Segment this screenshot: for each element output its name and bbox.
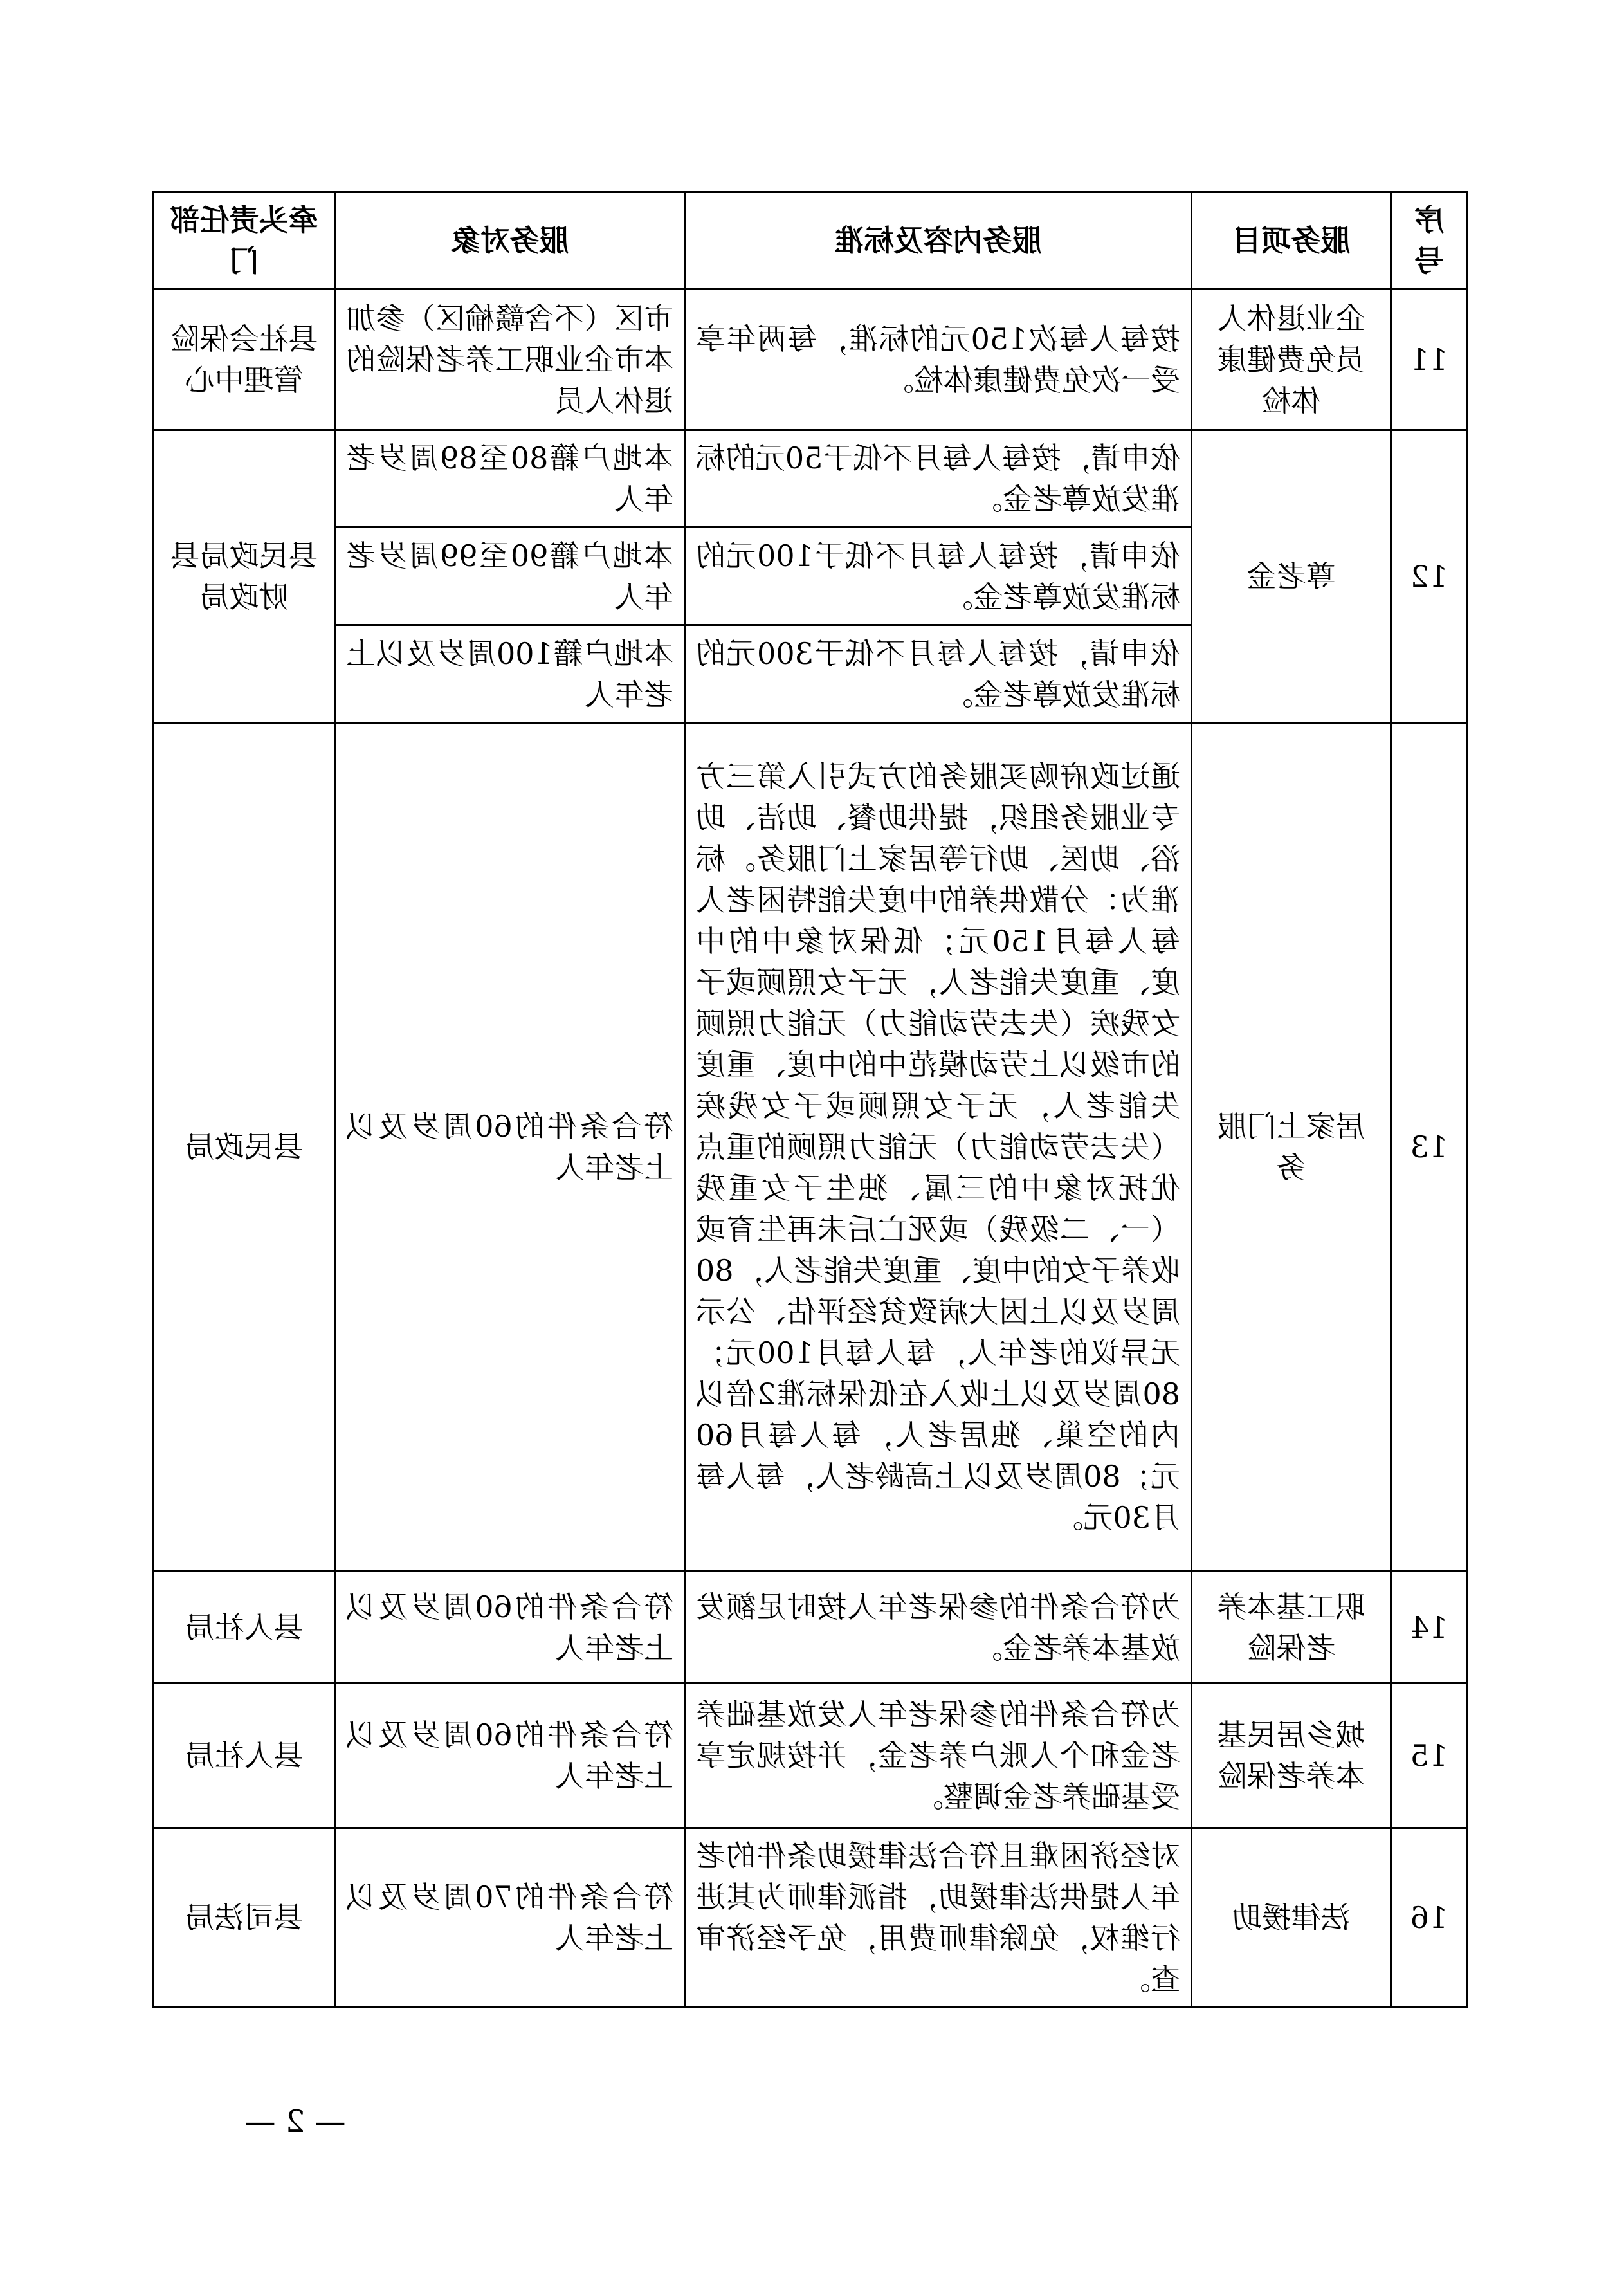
row-dept: 县社会保险管理中心 xyxy=(154,289,335,430)
row-item: 城乡居民基本养老保险 xyxy=(1192,1683,1391,1828)
row-dept: 县司法局 xyxy=(154,1828,335,2008)
row-target: 符合条件的60周岁及以上老年人 xyxy=(335,723,685,1572)
row-target: 符合条件的60周岁及以上老年人 xyxy=(335,1572,685,1683)
row-content: 依申请，按每人每月不低于300元的标准发放尊老金。 xyxy=(685,625,1192,723)
row-content: 为符合条件的参保老年人发放基础养老金和个人账户养老金，并按规定享受基础养老金调整。 xyxy=(685,1683,1192,1828)
table-row xyxy=(154,430,1468,527)
row-item: 居家上门服务 xyxy=(1192,723,1391,1572)
header-content: 服务内容及标准 xyxy=(685,192,1192,289)
row-content: 按每人每次150元的标准，每两年享受一次免费健康体检。 xyxy=(685,289,1192,430)
row-target: 本地户籍100周岁及以上老年人 xyxy=(335,625,685,723)
page-number: — 2 — xyxy=(244,2104,346,2140)
table-row xyxy=(154,1683,1468,1828)
row-dept: 县民政局 xyxy=(154,723,335,1572)
table-row xyxy=(154,289,1468,430)
row-target: 符合条件的70周岁及以上老年人 xyxy=(335,1828,685,2008)
header-target: 服务对象 xyxy=(335,192,685,289)
table-row xyxy=(154,723,1468,1572)
header-item: 服务项目 xyxy=(1192,192,1391,289)
row-seq: 11 xyxy=(1391,289,1468,430)
row-content: 依申请，按每人每月不低于50元的标准发放尊老金。 xyxy=(685,430,1192,527)
row-seq: 12 xyxy=(1391,430,1468,723)
row-item: 法律援助 xyxy=(1192,1828,1391,2008)
row-content: 为符合条件的参保老年人按时足额发放基本养老金。 xyxy=(685,1572,1192,1683)
row-target: 本地户籍80至89周岁老年人 xyxy=(335,430,685,527)
row-target: 市区（不含赣榆区）参加本市企业职工养老保险的退休人员 xyxy=(335,289,685,430)
row-item: 尊老金 xyxy=(1192,430,1391,723)
row-seq: 13 xyxy=(1391,723,1468,1572)
row-content: 依申请，按每人每月不低于100元的标准发放尊老金。 xyxy=(685,527,1192,625)
row-dept: 县人社局 xyxy=(154,1572,335,1683)
row-item: 职工基本养老保险 xyxy=(1192,1572,1391,1683)
row-seq: 15 xyxy=(1391,1683,1468,1828)
table-row xyxy=(154,1828,1468,2008)
row-dept: 县民政局县财政局 xyxy=(154,430,335,723)
header-seq: 序号 xyxy=(1391,192,1468,289)
table-row xyxy=(154,1572,1468,1683)
row-seq: 14 xyxy=(1391,1572,1468,1683)
row-target: 符合条件的60周岁及以上老年人 xyxy=(335,1683,685,1828)
row-seq: 16 xyxy=(1391,1828,1468,2008)
services-table xyxy=(152,191,1468,2008)
row-content: 对经济困难且符合法律援助条件的老年人提供法律援助，指派律师为其进行维权，免除律师费用，免予经济审查。 xyxy=(685,1828,1192,2008)
row-content: 通过政府购买服务的方式引入第三方专业服务组织，提供助餐、助洁、助浴、助医、助行等居家上门服务。标准为：分散供养的中度失能特困老人每人每月150元；低保对象中的中度、重度失能老人，无子女照顾或子女残疾（失去劳动能力）无能力照顾的市级以上劳动模范中的中度、重度失能老人，无子女照顾或子女残疾（失去劳动能力）无能力照顾的重点优抚对象中的三属、独生子女重残（一、二级残）或死亡后未再生育或收养子女的中度、重度失能老人，80周岁及以上因大病致贫经评估、公示无异议的老年人，每人每月100元；80周岁及以上收入在低保标准2倍以内的空巢、独居老人，每人每月60元；80周岁及以上高龄老人，每人每月30元。 xyxy=(685,723,1192,1572)
row-item: 企业退休人员免费健康体检 xyxy=(1192,289,1391,430)
row-dept: 县人社局 xyxy=(154,1683,335,1828)
header-dept: 牵头责任部门 xyxy=(154,192,335,289)
row-target: 本地户籍90至99周岁老年人 xyxy=(335,527,685,625)
header-row xyxy=(154,192,1468,289)
